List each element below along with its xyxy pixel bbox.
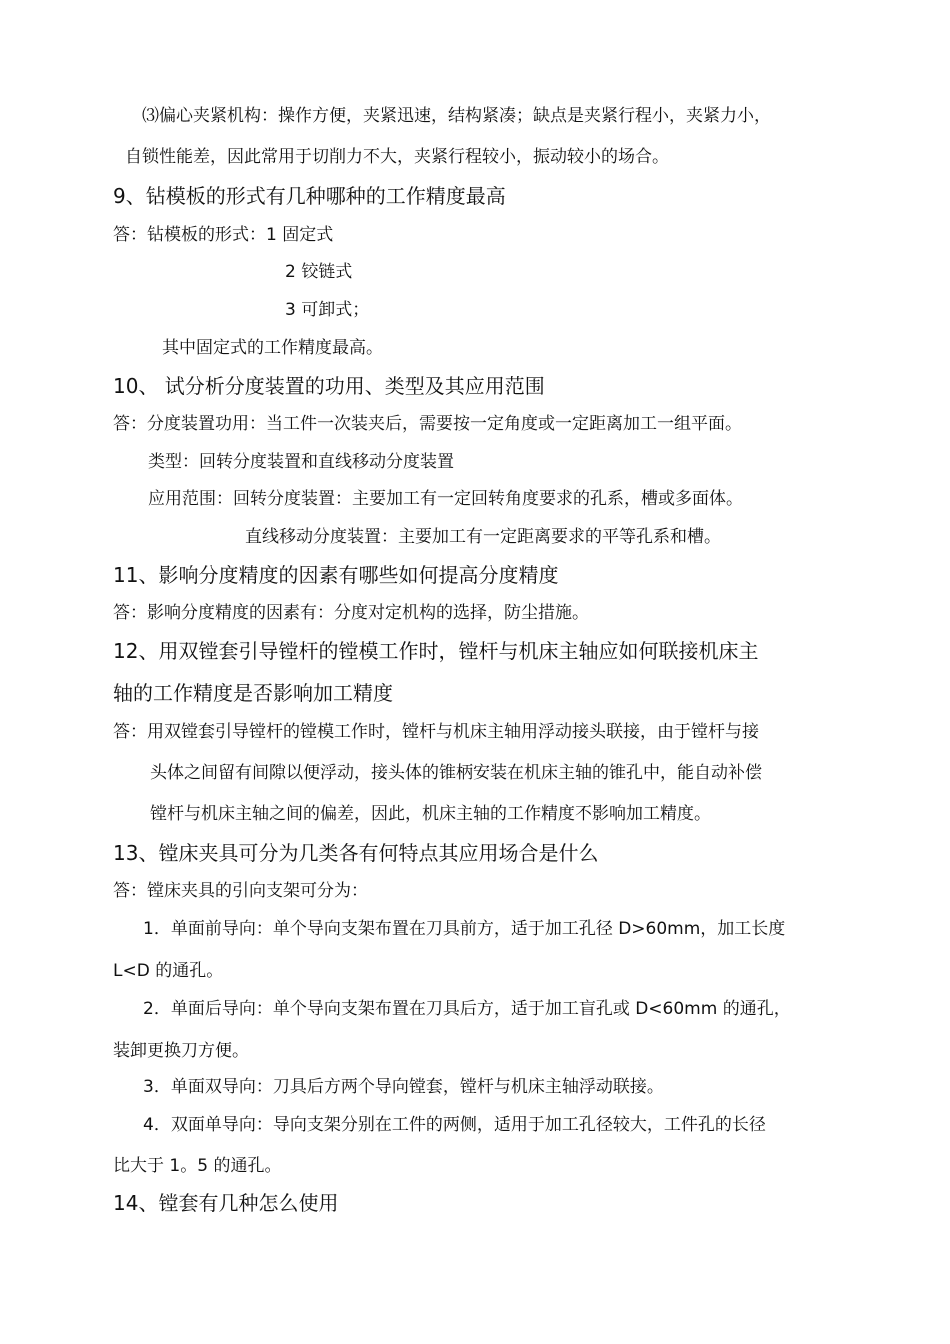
text-line: 3．单面双导向：刀具后方两个导向镗套，镗杆与机床主轴浮动联接。 (143, 1077, 664, 1097)
text-line: 2．单面后导向：单个导向支架布置在刀具后方，适于加工盲孔或 D<60mm 的通孔， (143, 999, 791, 1019)
text-line: L<D 的通孔。 (113, 961, 224, 981)
text-line: 直线移动分度装置：主要加工有一定距离要求的平等孔系和槽。 (245, 527, 721, 547)
text-line: 类型：回转分度装置和直线移动分度装置 (148, 452, 454, 472)
text-line: 答：镗床夹具的引向支架可分为： (113, 881, 368, 901)
text-line: 答：用双镗套引导镗杆的镗模工作时，镗杆与机床主轴用浮动接头联接，由于镗杆与接 (113, 722, 759, 742)
text-line: 其中固定式的工作精度最高。 (162, 338, 383, 358)
text-line: 4．双面单导向：导向支架分别在工件的两侧，适用于加工孔径较大，工件孔的长径 (143, 1115, 766, 1135)
text-line: 头体之间留有间隙以便浮动，接头体的锥柄安装在机床主轴的锥孔中，能自动补偿 (150, 763, 762, 783)
text-line: 装卸更换刀方便。 (113, 1041, 249, 1061)
text-line: 答：影响分度精度的因素有：分度对定机构的选择，防尘措施。 (113, 603, 589, 623)
question-title: 轴的工作精度是否影响加工精度 (113, 681, 393, 705)
text-line: 应用范围：回转分度装置：主要加工有一定回转角度要求的孔系，槽或多面体。 (148, 489, 743, 509)
text-line: 比大于 1。5 的通孔。 (113, 1156, 282, 1176)
text-line: 镗杆与机床主轴之间的偏差，因此，机床主轴的工作精度不影响加工精度。 (150, 804, 711, 824)
question-title: 11、影响分度精度的因素有哪些如何提高分度精度 (113, 563, 559, 587)
text-line: 3 可卸式； (285, 300, 370, 320)
text-line: 1．单面前导向：单个导向支架布置在刀具前方，适于加工孔径 D>60mm，加工长度 (143, 919, 786, 939)
question-title: 12、用双镗套引导镗杆的镗模工作时，镗杆与机床主轴应如何联接机床主 (113, 639, 759, 663)
text-line: 答：钻模板的形式：1 固定式 (113, 225, 334, 245)
text-line: ⑶偏心夹紧机构：操作方便，夹紧迅速，结构紧凑；缺点是夹紧行程小，夹紧力小， (142, 106, 771, 126)
question-title: 10、 试分析分度装置的功用、类型及其应用范围 (113, 374, 545, 398)
question-title: 13、镗床夹具可分为几类各有何特点其应用场合是什么 (113, 841, 599, 865)
text-line: 答：分度装置功用：当工件一次装夹后，需要按一定角度或一定距离加工一组平面。 (113, 414, 742, 434)
text-line: 自锁性能差，因此常用于切削力不大，夹紧行程较小，振动较小的场合。 (125, 147, 669, 167)
text-line: 2 铰链式 (285, 262, 353, 282)
question-title: 14、镗套有几种怎么使用 (113, 1191, 339, 1215)
question-title: 9、钻模板的形式有几种哪种的工作精度最高 (113, 184, 506, 208)
